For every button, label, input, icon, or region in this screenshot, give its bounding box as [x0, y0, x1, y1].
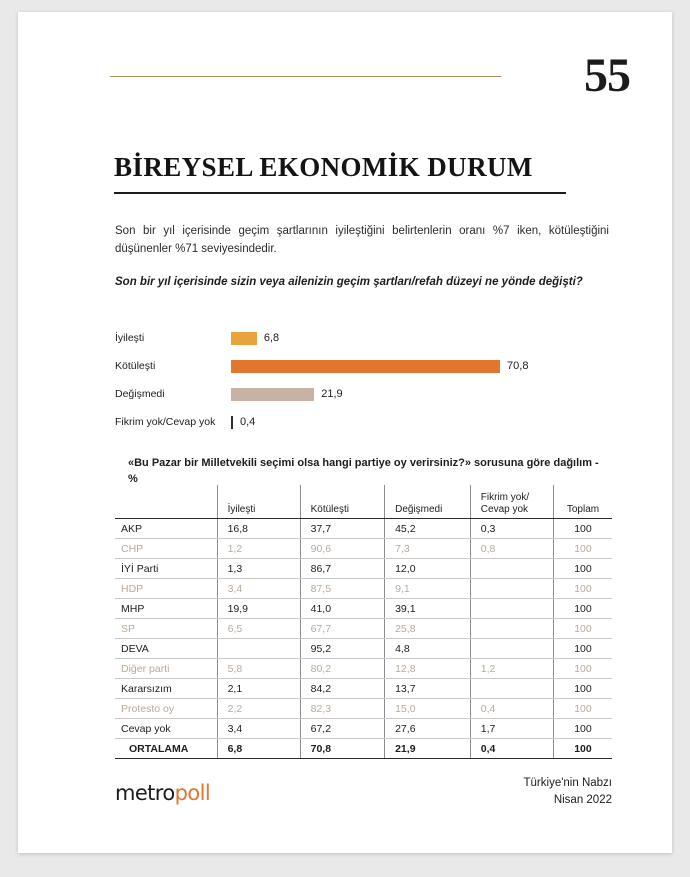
row-label: HDP	[115, 579, 217, 599]
bar-value: 6,8	[263, 332, 280, 344]
table-row	[115, 639, 612, 659]
survey-question: Son bir yıl içerisinde sizin veya ailenizin geçim şartları/refah düzeyi ne yönde değişti?	[115, 276, 583, 288]
cell-toplam: 100	[553, 739, 612, 759]
cell-kotulesti: 84,2	[300, 679, 384, 699]
table-row	[115, 699, 612, 719]
column-header-toplam: Toplam	[553, 485, 612, 519]
cell-iyilesti: 3,4	[217, 719, 300, 739]
cell-iyilesti	[217, 639, 300, 659]
cell-degismedi: 13,7	[385, 679, 471, 699]
column-header-party	[115, 485, 217, 519]
bar-track	[231, 360, 611, 373]
bar-row	[115, 381, 611, 407]
cell-kotulesti: 41,0	[300, 599, 384, 619]
cell-degismedi: 9,1	[385, 579, 471, 599]
cell-iyilesti: 6,8	[217, 739, 300, 759]
cell-toplam: 100	[553, 539, 612, 559]
bar-track	[231, 332, 611, 345]
cell-toplam: 100	[553, 559, 612, 579]
cell-toplam: 100	[553, 599, 612, 619]
cell-fikir-yok: 0,4	[470, 739, 553, 759]
document-page	[18, 12, 672, 853]
bar-label: Değişmedi	[115, 388, 165, 400]
cell-degismedi: 7,3	[385, 539, 471, 559]
cell-fikir-yok	[470, 579, 553, 599]
cell-iyilesti: 5,8	[217, 659, 300, 679]
cell-kotulesti: 67,7	[300, 619, 384, 639]
column-header-fikir-yok: Fikrim yok/ Cevap yok	[470, 485, 553, 519]
bar-track	[231, 388, 611, 401]
bar-fill	[231, 360, 500, 373]
table-row	[115, 579, 612, 599]
cell-degismedi: 12,0	[385, 559, 471, 579]
cell-iyilesti: 2,2	[217, 699, 300, 719]
footer-date: Nisan 2022	[553, 793, 612, 806]
cell-fikir-yok	[470, 639, 553, 659]
row-label: DEVA	[115, 639, 217, 659]
row-label: Kararsızım	[115, 679, 217, 699]
cell-toplam: 100	[553, 719, 612, 739]
bar-row	[115, 325, 611, 351]
table-header-row	[115, 485, 612, 519]
table-row-average	[115, 739, 612, 759]
cell-kotulesti: 87,5	[300, 579, 384, 599]
table-caption: «Bu Pazar bir Milletvekili seçimi olsa hangi partiye oy verirsiniz?» sorusuna göre dağılım - %	[128, 457, 599, 485]
brand-logo-part1: metro	[115, 781, 175, 805]
cell-degismedi: 39,1	[385, 599, 471, 619]
cell-fikir-yok: 0,4	[470, 699, 553, 719]
cell-iyilesti: 2,1	[217, 679, 300, 699]
table-row	[115, 659, 612, 679]
cell-kotulesti: 67,2	[300, 719, 384, 739]
row-label: İYİ Parti	[115, 559, 217, 579]
cell-fikir-yok	[470, 559, 553, 579]
title-underline	[114, 192, 566, 194]
column-header-degismedi: Değişmedi	[385, 485, 471, 519]
brand-logo-part2: poll	[174, 781, 211, 805]
footer-meta	[524, 775, 612, 810]
cell-fikir-yok: 1,7	[470, 719, 553, 739]
row-label: MHP	[115, 599, 217, 619]
bar-row	[115, 353, 611, 379]
row-label: CHP	[115, 539, 217, 559]
lead-paragraph: Son bir yıl içerisinde geçim şartlarının iyileştiğini belirtenlerin oranı %7 iken, kötüleştiğini düşünenler %71 seviyesindedir.	[115, 225, 609, 255]
table-row	[115, 599, 612, 619]
cell-degismedi: 12,8	[385, 659, 471, 679]
table-body	[115, 519, 612, 759]
page-number: 55	[584, 49, 630, 102]
title-block	[114, 152, 569, 194]
footer-survey-name: Türkiye'nin Nabzı	[523, 776, 612, 789]
header-rule	[110, 76, 501, 77]
table-row	[115, 719, 612, 739]
cell-degismedi: 25,8	[385, 619, 471, 639]
cell-toplam: 100	[553, 519, 612, 539]
table-row	[115, 559, 612, 579]
cell-fikir-yok: 0,8	[470, 539, 553, 559]
cell-toplam: 100	[553, 699, 612, 719]
cell-kotulesti: 90,6	[300, 539, 384, 559]
bar-value: 21,9	[321, 388, 343, 400]
bar-value: 0,4	[240, 416, 256, 428]
cell-kotulesti: 86,7	[300, 559, 384, 579]
cell-iyilesti: 6,5	[217, 619, 300, 639]
cell-fikir-yok	[470, 679, 553, 699]
cell-fikir-yok	[470, 619, 553, 639]
cell-fikir-yok: 1,2	[470, 659, 553, 679]
cell-iyilesti: 1,3	[217, 559, 300, 579]
cell-kotulesti: 80,2	[300, 659, 384, 679]
cell-fikir-yok	[470, 599, 553, 619]
cell-degismedi: 27,6	[385, 719, 471, 739]
column-header-kotulesti: Kötüleşti	[300, 485, 384, 519]
bar-label: Fikrim yok/Cevap yok	[115, 416, 216, 428]
bar-fill	[231, 388, 314, 401]
cell-toplam: 100	[553, 639, 612, 659]
row-label: Cevap yok	[115, 719, 217, 739]
bar-chart	[115, 325, 611, 437]
cell-kotulesti: 70,8	[300, 739, 384, 759]
cell-iyilesti: 3,4	[217, 579, 300, 599]
table-row	[115, 679, 612, 699]
row-label: ORTALAMA	[115, 739, 217, 759]
cell-degismedi: 21,9	[385, 739, 471, 759]
cell-iyilesti: 16,8	[217, 519, 300, 539]
cell-iyilesti: 1,2	[217, 539, 300, 559]
row-label: Protesto oy	[115, 699, 217, 719]
cell-iyilesti: 19,9	[217, 599, 300, 619]
bar-fill	[231, 416, 233, 429]
cell-degismedi: 4,8	[385, 639, 471, 659]
page-header	[18, 49, 672, 102]
bar-fill	[231, 332, 257, 345]
cell-degismedi: 15,0	[385, 699, 471, 719]
table-header	[115, 485, 612, 519]
cell-fikir-yok: 0,3	[470, 519, 553, 539]
table-row	[115, 519, 612, 539]
cell-kotulesti: 82,3	[300, 699, 384, 719]
cell-toplam: 100	[553, 619, 612, 639]
column-header-iyilesti: İyileşti	[217, 485, 300, 519]
row-label: SP	[115, 619, 217, 639]
bar-label: Kötüleşti	[115, 360, 156, 372]
brand-logo	[115, 781, 210, 805]
bar-label: İyileşti	[115, 332, 145, 344]
bar-value: 70,8	[507, 360, 529, 372]
table-row	[115, 619, 612, 639]
cell-toplam: 100	[553, 659, 612, 679]
page-title: BİREYSEL EKONOMİK DURUM	[114, 152, 533, 182]
breakdown-table	[115, 485, 612, 759]
cell-degismedi: 45,2	[385, 519, 471, 539]
bar-track	[231, 416, 611, 429]
cell-kotulesti: 95,2	[300, 639, 384, 659]
row-label: AKP	[115, 519, 217, 539]
cell-toplam: 100	[553, 579, 612, 599]
table-row	[115, 539, 612, 559]
table	[115, 485, 612, 759]
cell-toplam: 100	[553, 679, 612, 699]
bar-row	[115, 409, 611, 435]
row-label: Diğer parti	[115, 659, 217, 679]
cell-kotulesti: 37,7	[300, 519, 384, 539]
